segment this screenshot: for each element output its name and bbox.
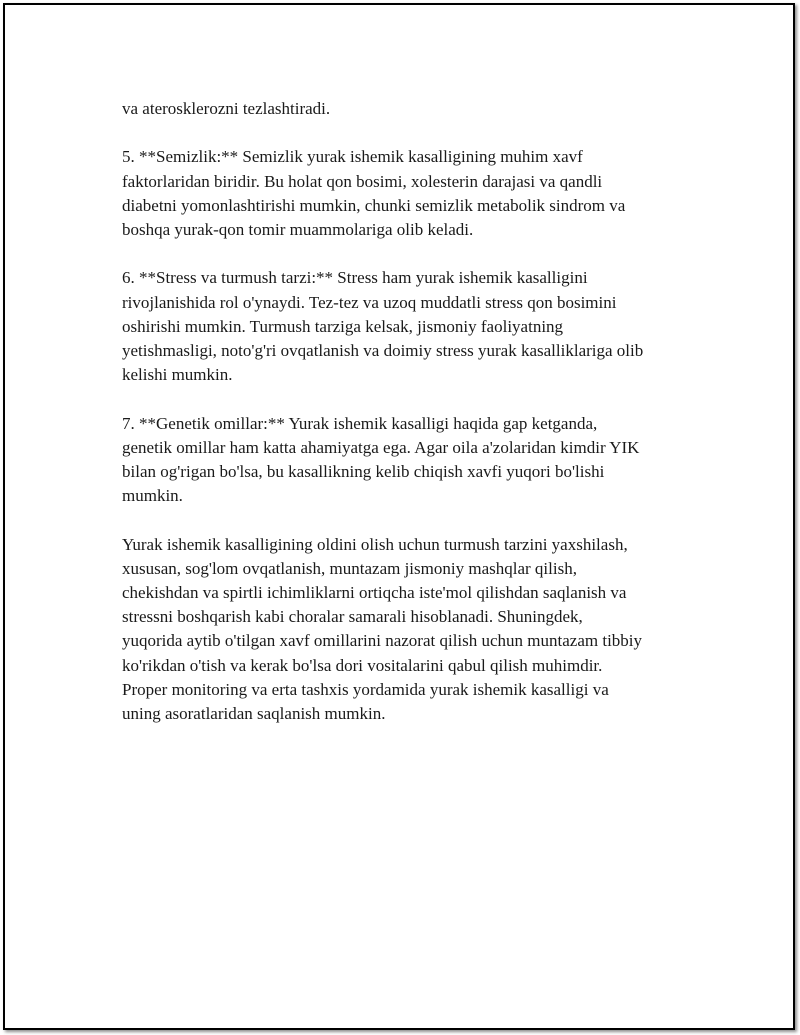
document-body: [122, 97, 702, 726]
paragraph-prevention: Yurak ishemik kasalligining oldini olish uchun turmush tarzini yaxshilash, xususan, sog'lom ovqatlanish, muntazam jismoniy mashqlar qilish, chekishdan va spirtli ichimliklarni ortiqcha iste'mol qilishdan saqlanish va stressni boshqarish kabi choralar samarali hisoblanadi. Shuningdek, yuqorida aytib o'tilgan xavf omillarini nazorat qilish uchun muntazam tibbiy ko'rikdan o'tish va kerak bo'lsa dori vositalarini qabul qilish muhimdir. Proper monitoring va erta tashxis yordamida yurak ishemik kasalligi va uning asoratlaridan saqlanish mumkin.: [122, 534, 643, 724]
document-page: [3, 3, 795, 1030]
paragraph-atherosclerosis-end: va aterosklerozni tezlashtiradi.: [122, 99, 331, 118]
paragraph-genetic-factors: 7. **Genetik omillar:** Yurak ishemik kasalligi haqida gap ketganda, genetik omillar ham katta ahamiyatga ega. Agar oila a'zolaridan kimdir YIK bilan og'rigan bo'lsa, bu kasallikning kelib chiqish xavfi yuqori bo'lishi mumkin.: [122, 413, 640, 506]
paragraph-obesity: 5. **Semizlik:** Semizlik yurak ishemik kasalligining muhim xavf faktorlaridan biridir. Bu holat qon bosimi, xolesterin darajasi va qandli diabetni yomonlashtirishi mumkin, chunki semizlik metabolik sindrom va boshqa yurak-qon tomir muammolariga olib keladi.: [122, 147, 626, 239]
paragraph-stress-lifestyle: 6. **Stress va turmush tarzi:** Stress ham yurak ishemik kasalligini rivojlanishida rol o'ynaydi. Tez-tez va uzoq muddatli stress qon bosimini oshirishi mumkin. Turmush tarziga kelsak, jismoniy faoliyatning yetishmasligi, noto'g'ri ovqatlanish va doimiy stress yurak kasalliklariga olib kelishi mumkin.: [122, 268, 644, 385]
